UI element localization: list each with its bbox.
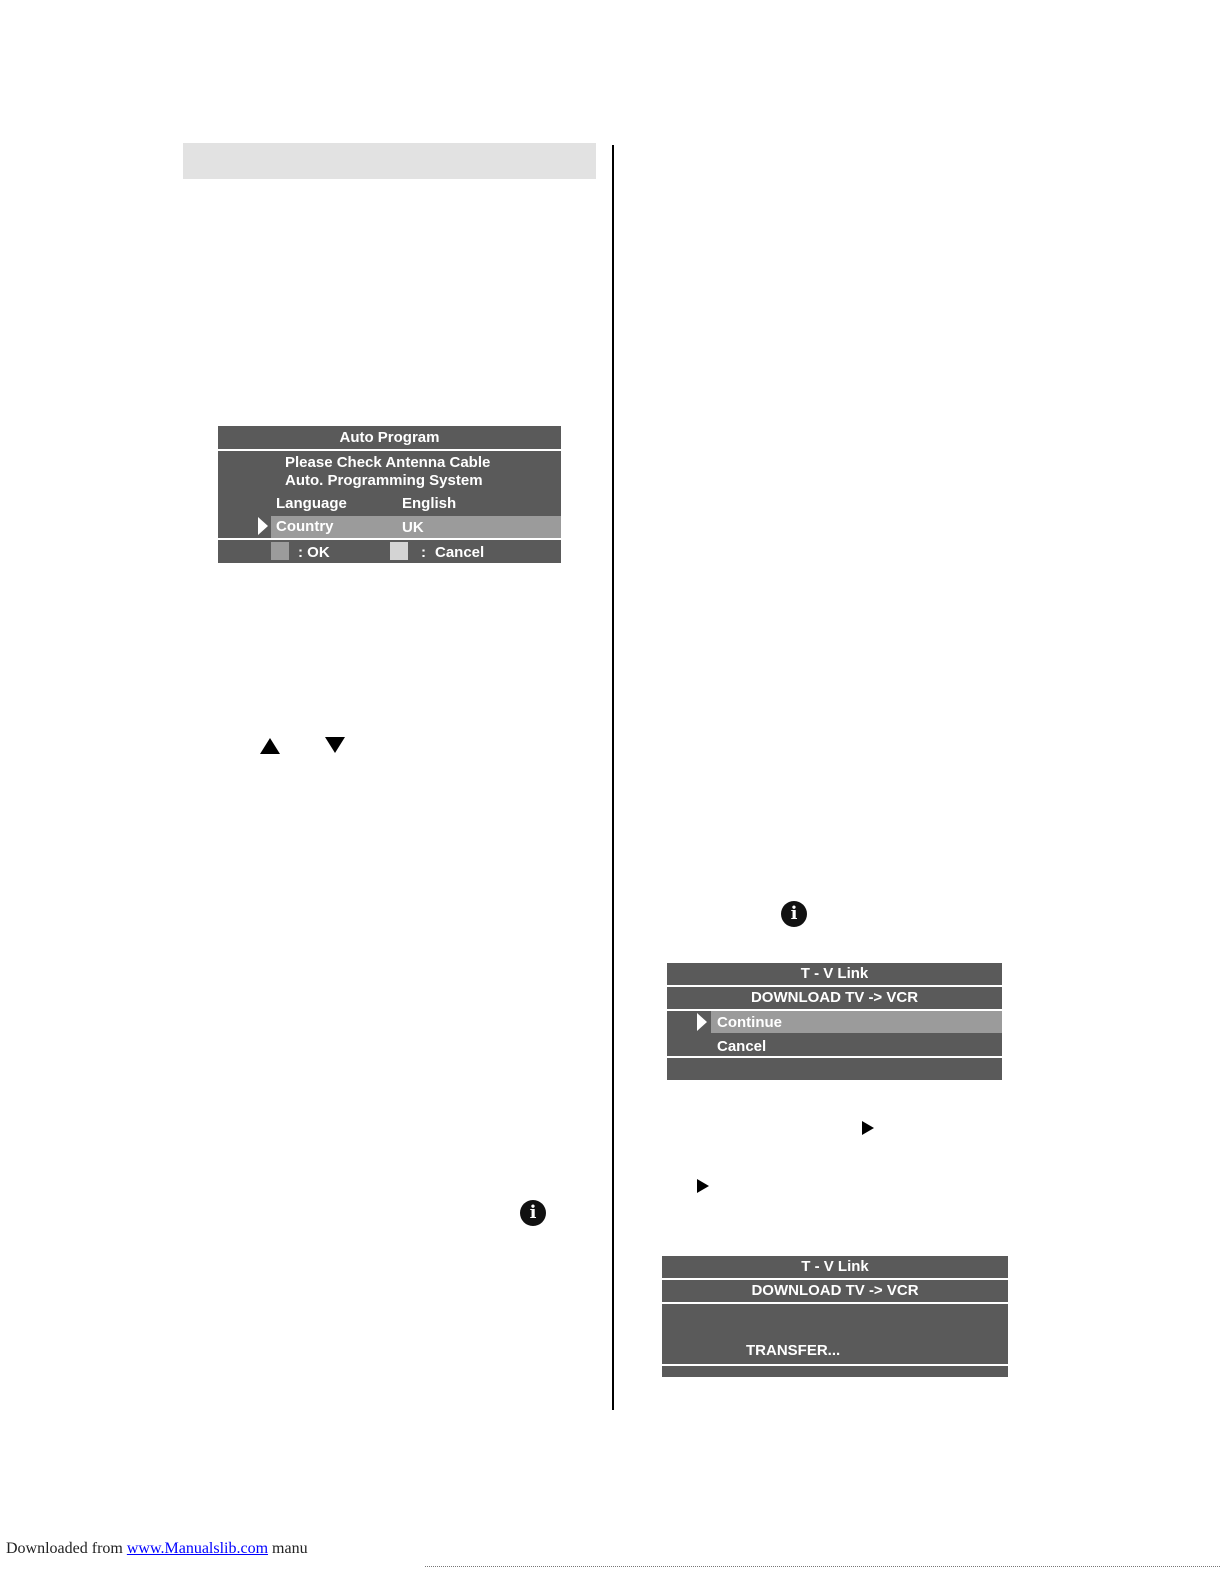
download-subtitle: DOWNLOAD TV -> VCR bbox=[750, 989, 919, 1006]
divider bbox=[662, 1364, 1008, 1366]
transfer-status: TRANSFER... bbox=[746, 1342, 841, 1359]
ok-color-key-icon bbox=[271, 542, 289, 560]
auto-program-menu bbox=[218, 426, 561, 563]
footer-suffix: manu bbox=[272, 1540, 308, 1557]
right-arrow-icon bbox=[697, 1179, 709, 1193]
footer-prefix: Downloaded from bbox=[6, 1540, 123, 1557]
cancel-label[interactable]: Cancel bbox=[435, 544, 485, 561]
selection-arrow-icon bbox=[697, 1013, 707, 1031]
up-arrow-icon bbox=[260, 738, 280, 754]
right-arrow-icon bbox=[862, 1121, 874, 1135]
column-divider bbox=[612, 145, 614, 1410]
divider bbox=[218, 538, 561, 540]
selection-arrow-icon bbox=[258, 517, 268, 535]
tv-link-title: T - V Link bbox=[801, 1258, 869, 1275]
cancel-color-key-icon bbox=[390, 542, 408, 560]
programming-system-label: Auto. Programming System bbox=[285, 472, 483, 489]
ok-label[interactable]: : OK bbox=[298, 544, 330, 561]
tv-link-transfer-menu bbox=[662, 1256, 1008, 1377]
footer-dotted-rule bbox=[425, 1566, 1220, 1567]
footer bbox=[6, 1540, 308, 1558]
manualslib-link[interactable]: www.Manualslib.com bbox=[126, 1540, 269, 1557]
download-subtitle: DOWNLOAD TV -> VCR bbox=[751, 1282, 919, 1299]
tv-link-title: T - V Link bbox=[800, 965, 869, 982]
auto-program-title: Auto Program bbox=[339, 429, 440, 446]
tv-link-menu bbox=[667, 963, 1002, 1080]
country-value[interactable]: UK bbox=[402, 519, 424, 536]
country-label: Country bbox=[276, 518, 334, 535]
language-value[interactable]: English bbox=[402, 495, 457, 512]
cancel-option[interactable]: Cancel bbox=[717, 1038, 767, 1055]
divider bbox=[667, 1056, 1002, 1058]
antenna-message: Please Check Antenna Cable bbox=[285, 454, 491, 471]
divider bbox=[662, 1302, 1008, 1304]
continue-option[interactable]: Continue bbox=[717, 1014, 782, 1031]
divider bbox=[218, 449, 561, 451]
info-icon: i bbox=[520, 1200, 546, 1226]
section-header-bar bbox=[183, 143, 596, 179]
info-icon: i bbox=[781, 901, 807, 927]
cancel-colon: : bbox=[421, 544, 426, 561]
language-label: Language bbox=[276, 495, 347, 512]
down-arrow-icon bbox=[325, 737, 345, 753]
